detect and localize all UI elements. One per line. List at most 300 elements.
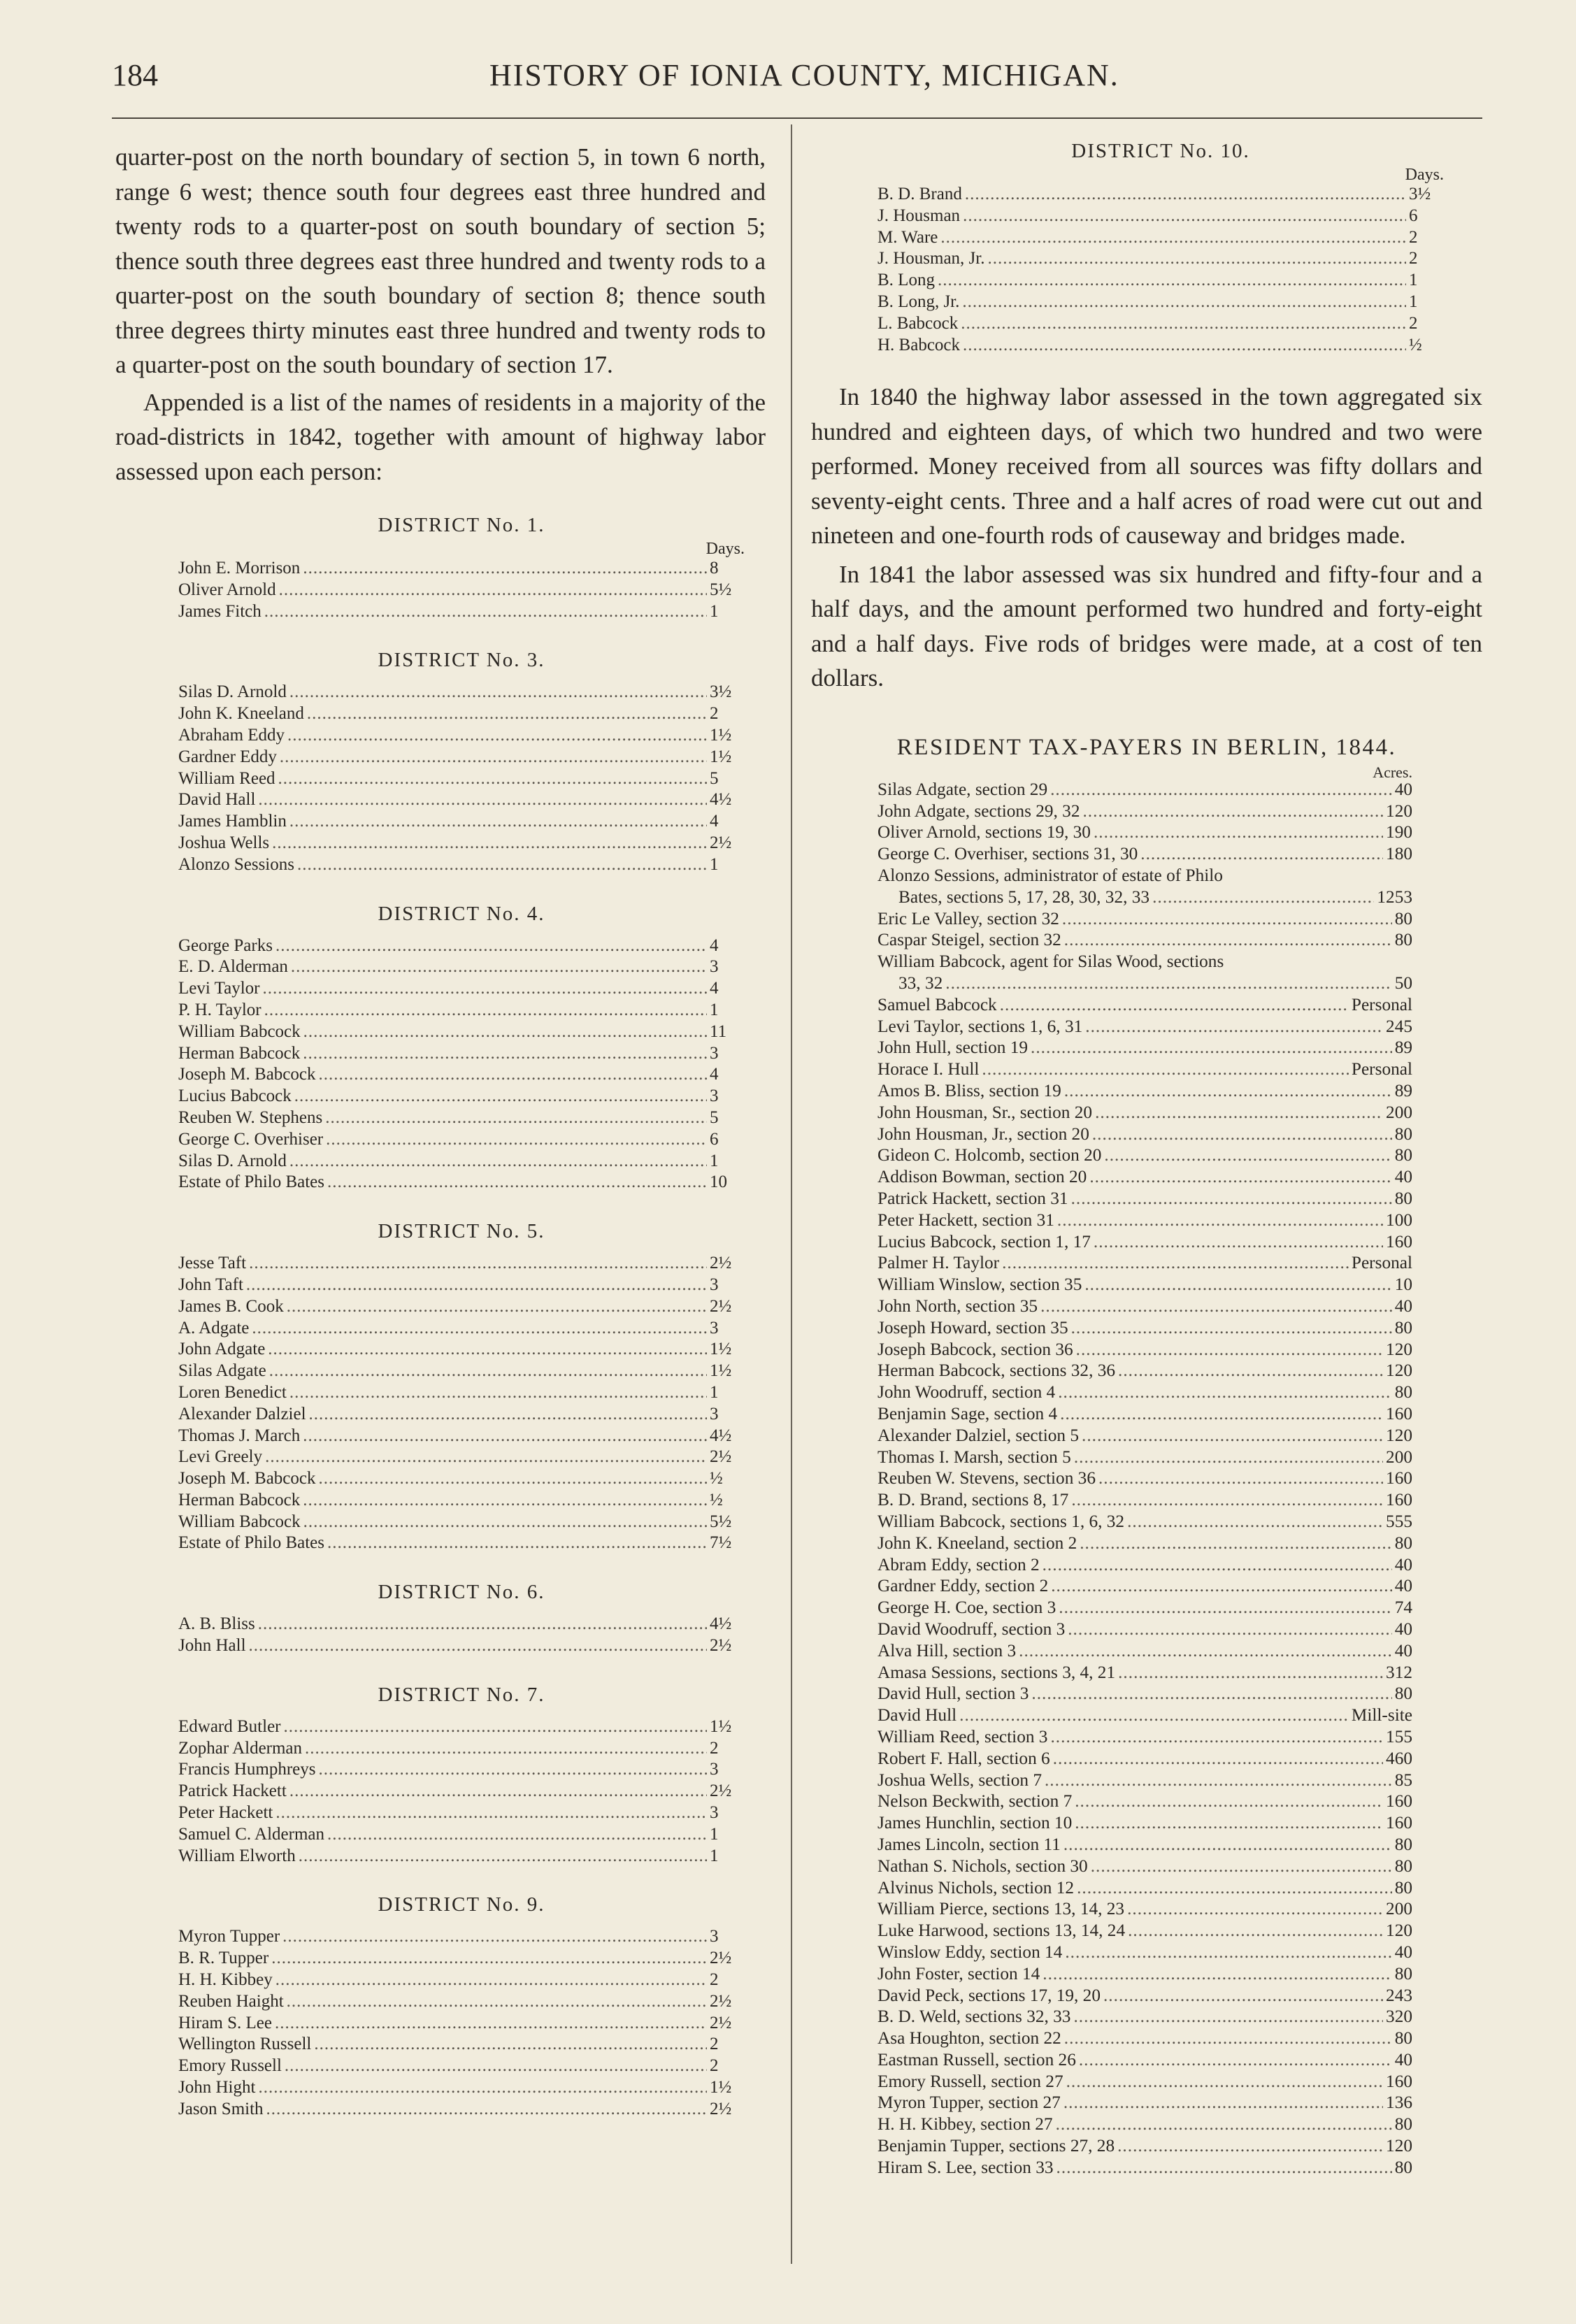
dot-leader [1056, 2157, 1392, 2179]
list-item [178, 601, 745, 623]
list-item [178, 1468, 745, 1490]
entry-name: J. Housman, Jr. [877, 249, 985, 268]
entry-name: Addison Bowman, section 20 [877, 1167, 1087, 1187]
list-item [877, 313, 1444, 335]
dot-leader [263, 978, 707, 1000]
dot-leader [246, 1275, 707, 1296]
entry-name: William Babcock [178, 1021, 301, 1041]
entry-value: 120 [1386, 1425, 1412, 1445]
entry-value: 1½ [710, 1716, 732, 1736]
dot-leader [272, 833, 707, 854]
list-item [178, 1635, 745, 1657]
entry-name: William Elworth [178, 1846, 296, 1865]
list-item [877, 1748, 1412, 1770]
list-item [877, 335, 1444, 357]
entry-name: James Hamblin [178, 812, 287, 831]
district-block [178, 1581, 745, 1657]
list-item [178, 1426, 745, 1447]
entry-name: Luke Harwood, sections 13, 14, 24 [877, 1921, 1126, 1941]
entry-name: John Hull, section 19 [877, 1038, 1029, 1058]
entry-name: Abraham Eddy [178, 725, 285, 745]
list-item [877, 1059, 1412, 1080]
list-item [877, 1920, 1412, 1942]
entry-value: 190 [1386, 822, 1412, 842]
entry-value: 3 [710, 1927, 719, 1946]
entry-name: Silas Adgate [178, 1361, 266, 1381]
entry-name: Loren Benedict [178, 1382, 287, 1402]
entry-value: 80 [1394, 1834, 1412, 1854]
dot-leader [1053, 1748, 1383, 1770]
tax-payers-title: RESIDENT TAX-PAYERS IN BERLIN, 1844. [896, 734, 1397, 760]
list-item [178, 854, 745, 876]
entry-name: Abram Eddy, section 2 [877, 1554, 1040, 1575]
list-item [877, 1942, 1412, 1963]
list-item [877, 1683, 1412, 1705]
entry-name: Edward Butler [178, 1716, 281, 1736]
list-item [178, 1970, 745, 1991]
entry-name: H. H. Kibbey, section 27 [877, 2114, 1053, 2135]
list-item [877, 865, 1412, 887]
entry-value: 1253 [1377, 887, 1412, 907]
dot-leader [1091, 1856, 1392, 1877]
list-item [877, 1016, 1412, 1038]
list-item [178, 956, 745, 978]
entry-name: William Babcock, agent for Silas Wood, sections [877, 952, 1224, 972]
dot-leader [264, 601, 707, 623]
right-column [811, 140, 1482, 2179]
entry-name: Peter Hackett [178, 1803, 273, 1823]
list-item [877, 2092, 1412, 2114]
entry-name: L. Babcock [877, 313, 959, 333]
dot-leader [1057, 1210, 1383, 1231]
dot-leader [1073, 2006, 1383, 2028]
entry-value: 2 [1409, 249, 1418, 268]
entry-value: 6 [1409, 206, 1418, 225]
list-item [178, 1021, 745, 1043]
dot-leader [249, 1635, 707, 1657]
entry-name: Benjamin Tupper, sections 27, 28 [877, 2136, 1115, 2156]
entry-value: 40 [1394, 1167, 1412, 1187]
labor-1841-paragraph: In 1841 the labor assessed was six hundred and fifty-four and a half days, and the amount performed two hundred and forty-eight and a half days. Five rods of bridges were made, at a cost of ten dollars. [811, 560, 1482, 692]
entry-name: James Hunchlin, section 10 [877, 1813, 1073, 1833]
entry-name: Levi Taylor, sections 1, 6, 31 [877, 1016, 1083, 1036]
dot-leader [275, 1970, 707, 1991]
dot-leader [1084, 1274, 1391, 1296]
entry-value: 200 [1386, 1447, 1412, 1467]
list-item [178, 1404, 745, 1426]
dot-leader [945, 973, 1391, 994]
entry-name: Jason Smith [178, 2099, 264, 2118]
dot-leader [285, 2056, 707, 2077]
entry-value: ½ [710, 1469, 723, 1489]
dot-leader [1059, 1597, 1391, 1619]
dot-leader [249, 1253, 707, 1275]
entry-name: John K. Kneeland [178, 704, 304, 724]
entry-value: 3 [710, 957, 719, 977]
list-item [877, 1597, 1412, 1619]
entry-name: John E. Morrison [178, 559, 301, 578]
entry-value: 120 [1386, 1361, 1412, 1381]
entry-value: 120 [1386, 1921, 1412, 1941]
dot-leader [289, 1151, 707, 1172]
list-item [178, 1000, 745, 1021]
list-item [877, 908, 1412, 930]
entry-name: Alvinus Nichols, section 12 [877, 1877, 1075, 1898]
entry-name: P. H. Taylor [178, 1000, 262, 1019]
dot-leader [303, 1043, 707, 1065]
entry-name: Lucius Babcock, section 1, 17 [877, 1231, 1091, 1251]
entry-name: John Housman, Jr., section 20 [877, 1124, 1089, 1144]
entry-name: Robert F. Hall, section 6 [877, 1748, 1050, 1768]
entry-name: M. Ware [877, 227, 938, 247]
dot-leader [287, 1991, 707, 2013]
list-item [877, 1640, 1412, 1662]
entry-name: J. Housman [877, 206, 961, 225]
entry-value: 160 [1386, 1403, 1412, 1423]
dot-leader [264, 1000, 707, 1021]
entry-name: Thomas I. Marsh, section 5 [877, 1447, 1071, 1467]
dot-leader [279, 580, 707, 601]
entry-name: Wellington Russell [178, 2035, 312, 2054]
dot-leader [1080, 1533, 1391, 1554]
list-item [877, 1468, 1412, 1489]
entry-value: 4 [710, 1065, 719, 1084]
dot-leader [1075, 1812, 1383, 1834]
dot-leader [297, 854, 707, 876]
entry-name: Peter Hackett, section 31 [877, 1210, 1054, 1230]
district-block [178, 514, 745, 622]
list-item [178, 703, 745, 725]
list-item [877, 2071, 1412, 2093]
dot-leader [987, 248, 1406, 270]
dot-leader [291, 956, 707, 978]
list-item [877, 843, 1412, 865]
dot-leader [319, 1064, 708, 1086]
list-item [877, 887, 1412, 908]
district-block [178, 1893, 745, 2120]
dot-leader [1128, 1920, 1383, 1942]
entry-name: Patrick Hackett [178, 1781, 287, 1801]
entry-name: Gardner Eddy, section 2 [877, 1576, 1049, 1596]
entry-name: Amasa Sessions, sections 3, 4, 21 [877, 1662, 1116, 1682]
entry-value: 89 [1394, 1038, 1412, 1058]
entry-value: 40 [1394, 1296, 1412, 1316]
entry-name: Eastman Russell, section 26 [877, 2049, 1076, 2070]
entry-value: 160 [1386, 2071, 1412, 2091]
entry-name: William Pierce, sections 13, 14, 23 [877, 1899, 1125, 1919]
dot-leader [1064, 929, 1392, 951]
entry-value: 80 [1394, 2157, 1412, 2177]
list-item [178, 935, 745, 957]
entry-name: George H. Coe, section 3 [877, 1598, 1056, 1618]
entry-name: James Fitch [178, 601, 262, 621]
boundary-paragraph: quarter-post on the north boundary of section 5, in town 6 north, range 6 west; thence south four degrees east three hundred and twenty rods to a quarter-post on south boundary of section 5; thence south three degrees east three hundred and twenty rods to a quarter-post on the south boundary of section 8; thence south three degrees thirty minutes east three hundred and twenty rods to a quarter-post on the south boundary of section 17. [115, 143, 766, 378]
dot-leader [327, 1172, 707, 1193]
entry-name: Reuben W. Stevens, section 36 [877, 1468, 1096, 1489]
list-item [877, 1382, 1412, 1403]
entry-value: 180 [1386, 844, 1412, 864]
list-item [178, 1086, 745, 1107]
entry-value: Personal [1351, 1253, 1412, 1273]
list-item [877, 2114, 1412, 2135]
entry-value: 2 [710, 1738, 719, 1758]
list-item [178, 2099, 745, 2121]
entry-value: 74 [1394, 1598, 1412, 1618]
entry-value: 1 [1409, 292, 1418, 311]
dot-leader [1068, 1619, 1391, 1640]
entry-value: 160 [1386, 1468, 1412, 1489]
district-title: DISTRICT No. 7. [378, 1683, 545, 1706]
entry-name: Caspar Steigel, section 32 [877, 930, 1061, 950]
dot-leader [1043, 1554, 1392, 1576]
entry-value: 120 [1386, 1339, 1412, 1359]
list-item [178, 2013, 745, 2035]
list-item [877, 1877, 1412, 1899]
entry-value: 40 [1394, 1576, 1412, 1596]
entry-name: Alexander Dalziel, section 5 [877, 1425, 1079, 1445]
entry-value: 85 [1394, 1770, 1412, 1790]
entry-value: 80 [1394, 1317, 1412, 1337]
entry-value: 2½ [710, 1447, 732, 1467]
entry-value: 80 [1394, 1963, 1412, 1984]
entry-value: 5½ [710, 580, 732, 599]
entry-name: Bates, sections 5, 17, 28, 30, 32, 33 [898, 887, 1150, 907]
entry-name: Herman Babcock [178, 1043, 301, 1063]
entry-name: Horace I. Hull [877, 1059, 980, 1079]
entry-value: 80 [1394, 1145, 1412, 1165]
dot-leader [278, 768, 707, 790]
dot-leader [275, 1802, 707, 1824]
dot-leader [1062, 908, 1392, 930]
dot-leader [1127, 1511, 1383, 1533]
entry-value: 4½ [710, 1426, 732, 1445]
dot-leader [294, 1086, 707, 1107]
list-item [178, 1107, 745, 1129]
entry-value: 2 [1409, 313, 1418, 333]
list-item [178, 1926, 745, 1948]
dot-leader [1082, 1425, 1383, 1447]
entry-name: Alexander Dalziel [178, 1404, 306, 1423]
dot-leader [963, 335, 1406, 357]
entry-name: Levi Taylor [178, 979, 260, 998]
entry-value: 2½ [710, 1991, 732, 2011]
entry-value: 4½ [710, 1614, 732, 1634]
dot-leader [1103, 1985, 1383, 2007]
entry-name: David Hull [877, 1705, 957, 1726]
list-item [178, 1064, 745, 1086]
entry-value: 1 [710, 1824, 719, 1844]
page-number: 184 [112, 58, 158, 92]
entry-value: 312 [1386, 1662, 1412, 1682]
list-item [178, 1716, 745, 1738]
dot-leader [309, 1404, 707, 1426]
dot-leader [965, 184, 1406, 206]
dot-leader [1063, 1834, 1392, 1856]
dot-leader [1127, 1898, 1383, 1920]
entry-value: 11 [710, 1021, 727, 1041]
dot-leader [1140, 843, 1383, 865]
entry-value: 120 [1386, 2136, 1412, 2156]
dot-leader [1104, 1145, 1391, 1166]
entry-name: Joshua Wells, section 7 [877, 1770, 1042, 1790]
entry-name: Lucius Babcock [178, 1086, 292, 1106]
list-item [178, 1738, 745, 1760]
entry-value: 10 [1394, 1275, 1412, 1295]
entry-name: John Foster, section 14 [877, 1963, 1040, 1984]
entry-value: 155 [1386, 1726, 1412, 1746]
entry-value: 100 [1386, 1210, 1412, 1230]
list-item [178, 1043, 745, 1065]
list-item [877, 184, 1444, 206]
dot-leader [938, 270, 1406, 292]
list-item [877, 2157, 1412, 2179]
list-item [877, 1662, 1412, 1684]
dot-leader [1043, 1963, 1391, 1985]
entry-value: 2½ [710, 1254, 732, 1273]
list-item [877, 1575, 1412, 1597]
entry-name: H. Babcock [877, 335, 961, 354]
list-item [877, 973, 1412, 994]
entry-name: Gardner Eddy [178, 747, 277, 766]
dot-leader [1098, 1468, 1383, 1489]
entry-name: James Lincoln, section 11 [877, 1834, 1061, 1854]
dot-leader [982, 1059, 1348, 1080]
entry-value: 2 [710, 1970, 719, 1990]
intro-paragraph: Appended is a list of the names of residents in a majority of the road-districts in 1842, together with amount of highway labor assessed upon each person: [115, 388, 766, 485]
dot-leader [1071, 1489, 1383, 1511]
entry-value: 3 [710, 1043, 719, 1063]
dot-leader [1077, 1877, 1392, 1899]
list-item [178, 580, 745, 601]
entry-name: Oliver Arnold [178, 580, 276, 599]
list-item [877, 1339, 1412, 1361]
list-item [877, 1124, 1412, 1145]
entry-name: Benjamin Sage, section 4 [877, 1403, 1058, 1423]
entry-value: 1 [710, 601, 719, 621]
dot-leader [303, 1512, 707, 1533]
entry-value: 460 [1386, 1748, 1412, 1768]
entry-value: 1 [710, 1151, 719, 1170]
list-item [877, 1403, 1412, 1425]
list-item [877, 1102, 1412, 1124]
labor-1840-paragraph: In 1840 the highway labor assessed in the town aggregated six hundred and eighteen days, of which two hundred and two were performed. Money received from all sources was fifty dollars and seventy-eight cents. Three and a half acres of road were cut out and nineteen and one-fourth rods of causeway and bridges made. [811, 383, 1482, 550]
entry-name: B. D. Brand, sections 8, 17 [877, 1490, 1069, 1510]
dot-leader [266, 2099, 707, 2121]
entry-value: 3½ [1409, 185, 1431, 203]
dot-leader [961, 313, 1406, 335]
list-item [178, 682, 745, 703]
entry-value: 80 [1394, 1877, 1412, 1898]
entry-value: 8 [710, 559, 719, 578]
list-item [877, 822, 1412, 843]
dot-leader [282, 1926, 707, 1948]
entry-name: John North, section 35 [877, 1296, 1038, 1316]
entry-value: ½ [1409, 335, 1422, 354]
entry-value: 2½ [710, 833, 732, 852]
entry-name: A. Adgate [178, 1318, 250, 1337]
list-item [178, 1339, 745, 1361]
entry-name: Herman Babcock [178, 1490, 301, 1509]
entry-name: Emory Russell [178, 2056, 282, 2076]
entry-value: 2½ [710, 1949, 732, 1968]
entry-name: Estate of Philo Bates [178, 1533, 324, 1553]
entry-value: 4 [710, 979, 719, 998]
entry-value: 80 [1394, 930, 1412, 950]
entry-name: Samuel C. Alderman [178, 1824, 324, 1844]
entry-name: Silas D. Arnold [178, 682, 287, 702]
dot-leader [963, 206, 1406, 227]
entry-name: E. D. Alderman [178, 957, 288, 977]
dot-leader [268, 1339, 707, 1361]
entry-name: John Hall [178, 1636, 246, 1656]
dot-leader [275, 2013, 707, 2035]
list-item [877, 1489, 1412, 1511]
list-item [877, 1231, 1412, 1253]
entry-name: H. H. Kibbey [178, 1970, 273, 1990]
list-item [877, 1252, 1412, 1274]
district-10-list [877, 184, 1444, 356]
entry-name: William Babcock [178, 1512, 301, 1531]
entry-name: David Hall [178, 790, 256, 810]
entry-name: William Winslow, section 35 [877, 1275, 1082, 1295]
entry-name: Alonzo Sessions [178, 854, 294, 874]
entry-value: 1½ [710, 1340, 732, 1359]
entry-value: 1 [710, 1846, 719, 1865]
entry-name: Reuben W. Stephens [178, 1107, 323, 1127]
district-block [178, 903, 745, 1194]
entry-name: James B. Cook [178, 1296, 284, 1316]
list-item [178, 2056, 745, 2077]
entry-value: 1 [710, 854, 719, 874]
entry-value: 80 [1394, 2114, 1412, 2135]
entry-value: 2 [1409, 227, 1418, 247]
entry-value: 7½ [710, 1533, 732, 1553]
list-item [877, 1554, 1412, 1576]
dot-leader [1065, 1942, 1391, 1963]
dot-leader [287, 725, 707, 747]
dot-leader [319, 1759, 708, 1781]
list-item [877, 1812, 1412, 1834]
dot-leader [271, 1948, 707, 1970]
district-title: DISTRICT No. 10. [1071, 140, 1250, 162]
entry-value: 5½ [710, 1512, 732, 1531]
days-header: Days. [705, 540, 745, 558]
dot-leader [1117, 2135, 1383, 2157]
list-item [178, 768, 745, 790]
entry-value: 40 [1394, 1942, 1412, 1962]
list-item [178, 1802, 745, 1824]
dot-leader [1079, 2049, 1392, 2071]
list-item [877, 929, 1412, 951]
dot-leader [1045, 1770, 1392, 1791]
entry-value: 40 [1394, 1619, 1412, 1639]
entry-value: 3 [710, 1086, 719, 1106]
entry-name: David Woodruff, section 3 [877, 1619, 1066, 1639]
entry-value: 40 [1394, 779, 1412, 799]
entry-name: Eric Le Valley, section 32 [877, 908, 1059, 928]
entry-value: 3 [710, 1760, 719, 1779]
entry-value: 555 [1386, 1511, 1412, 1531]
entry-name: Jesse Taft [178, 1254, 247, 1273]
district-title: DISTRICT No. 5. [378, 1220, 545, 1243]
entry-value: 1 [1409, 271, 1418, 290]
entry-name: Silas D. Arnold [178, 1151, 287, 1170]
list-item [178, 1490, 745, 1512]
dot-leader [1089, 1166, 1391, 1188]
list-item [877, 2006, 1412, 2028]
header-rule [112, 117, 1482, 119]
list-item [877, 1856, 1412, 1877]
